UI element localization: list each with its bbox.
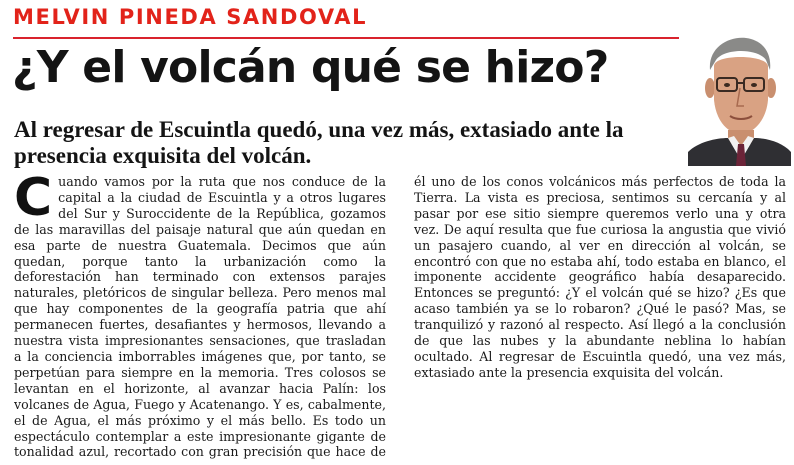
author-byline: MELVIN PINEDA SANDOVAL [13, 5, 368, 29]
drop-cap: C [14, 174, 53, 228]
article-text: uando vamos por la ruta que nos conduce de la capital a la ciudad de Escuintla y a otros lugares del Sur y Suroccidente de la República, gozamos de las maravillas del paisaje natural que aún quedan en esa parte de nuestra Guatemala. Decimos que aún quedan, porque tanto la urbanización como la deforestación han terminado con extensos parajes naturales, pletóricos de singular belleza. Pero menos mal que hay componentes de la geografía patria que ahí permanecen fuertes, desafiantes y hermosos, llevando a nuestra vista impresionantes sensaciones, que trasladan a la conciencia imborrables imágenes que, por tanto, se perpetúan para siempre en la memoria. Tres colosos se levantan en el horizonte, al avanzar hacia Palín: los volcanes de Agua, Fuego y Acatenango. Y es, cabalmente, el de Agua, el más próximo y el más bello. Es todo un espectáculo contemplar a este impresionante gigante de tonalidad azul, recortado con gran precisión que hace de él uno de los conos volcánicos más perfectos de toda la Tierra. La vista es preciosa, sentimos su cercanía y al pasar por ese sitio siempre queremos verlo una y otra vez. De aquí resulta que fue curiosa la angustia que vivió un pasajero cuando, al ver en dirección al volcán, se encontró con que no estaba ahí, todo estaba en blanco, el imponente accidente geográfico había desaparecido. Entonces se preguntó: ¿Y el volcán qué se hizo? ¿Es que acaso también ya se lo robaron? ¿Qué le pasó? Mas, se tranquilizó y razonó al respecto. Así llegó a la conclusión de que las nubes y la abundante neblina lo habían ocultado. Al regresar de Escuintla quedó, una vez más, extasiado ante la presencia exquisita del volcán. [14, 174, 786, 460]
article-body [14, 174, 786, 462]
deck-subtitle: Al regresar de Escuintla quedó, una vez más, extasiado ante la presencia exquisita del volcán. [14, 117, 624, 168]
article-paragraph [14, 174, 786, 462]
header-divider [13, 37, 679, 39]
author-photo [688, 30, 791, 166]
headline: ¿Y el volcán qué se hizo? [12, 42, 609, 93]
